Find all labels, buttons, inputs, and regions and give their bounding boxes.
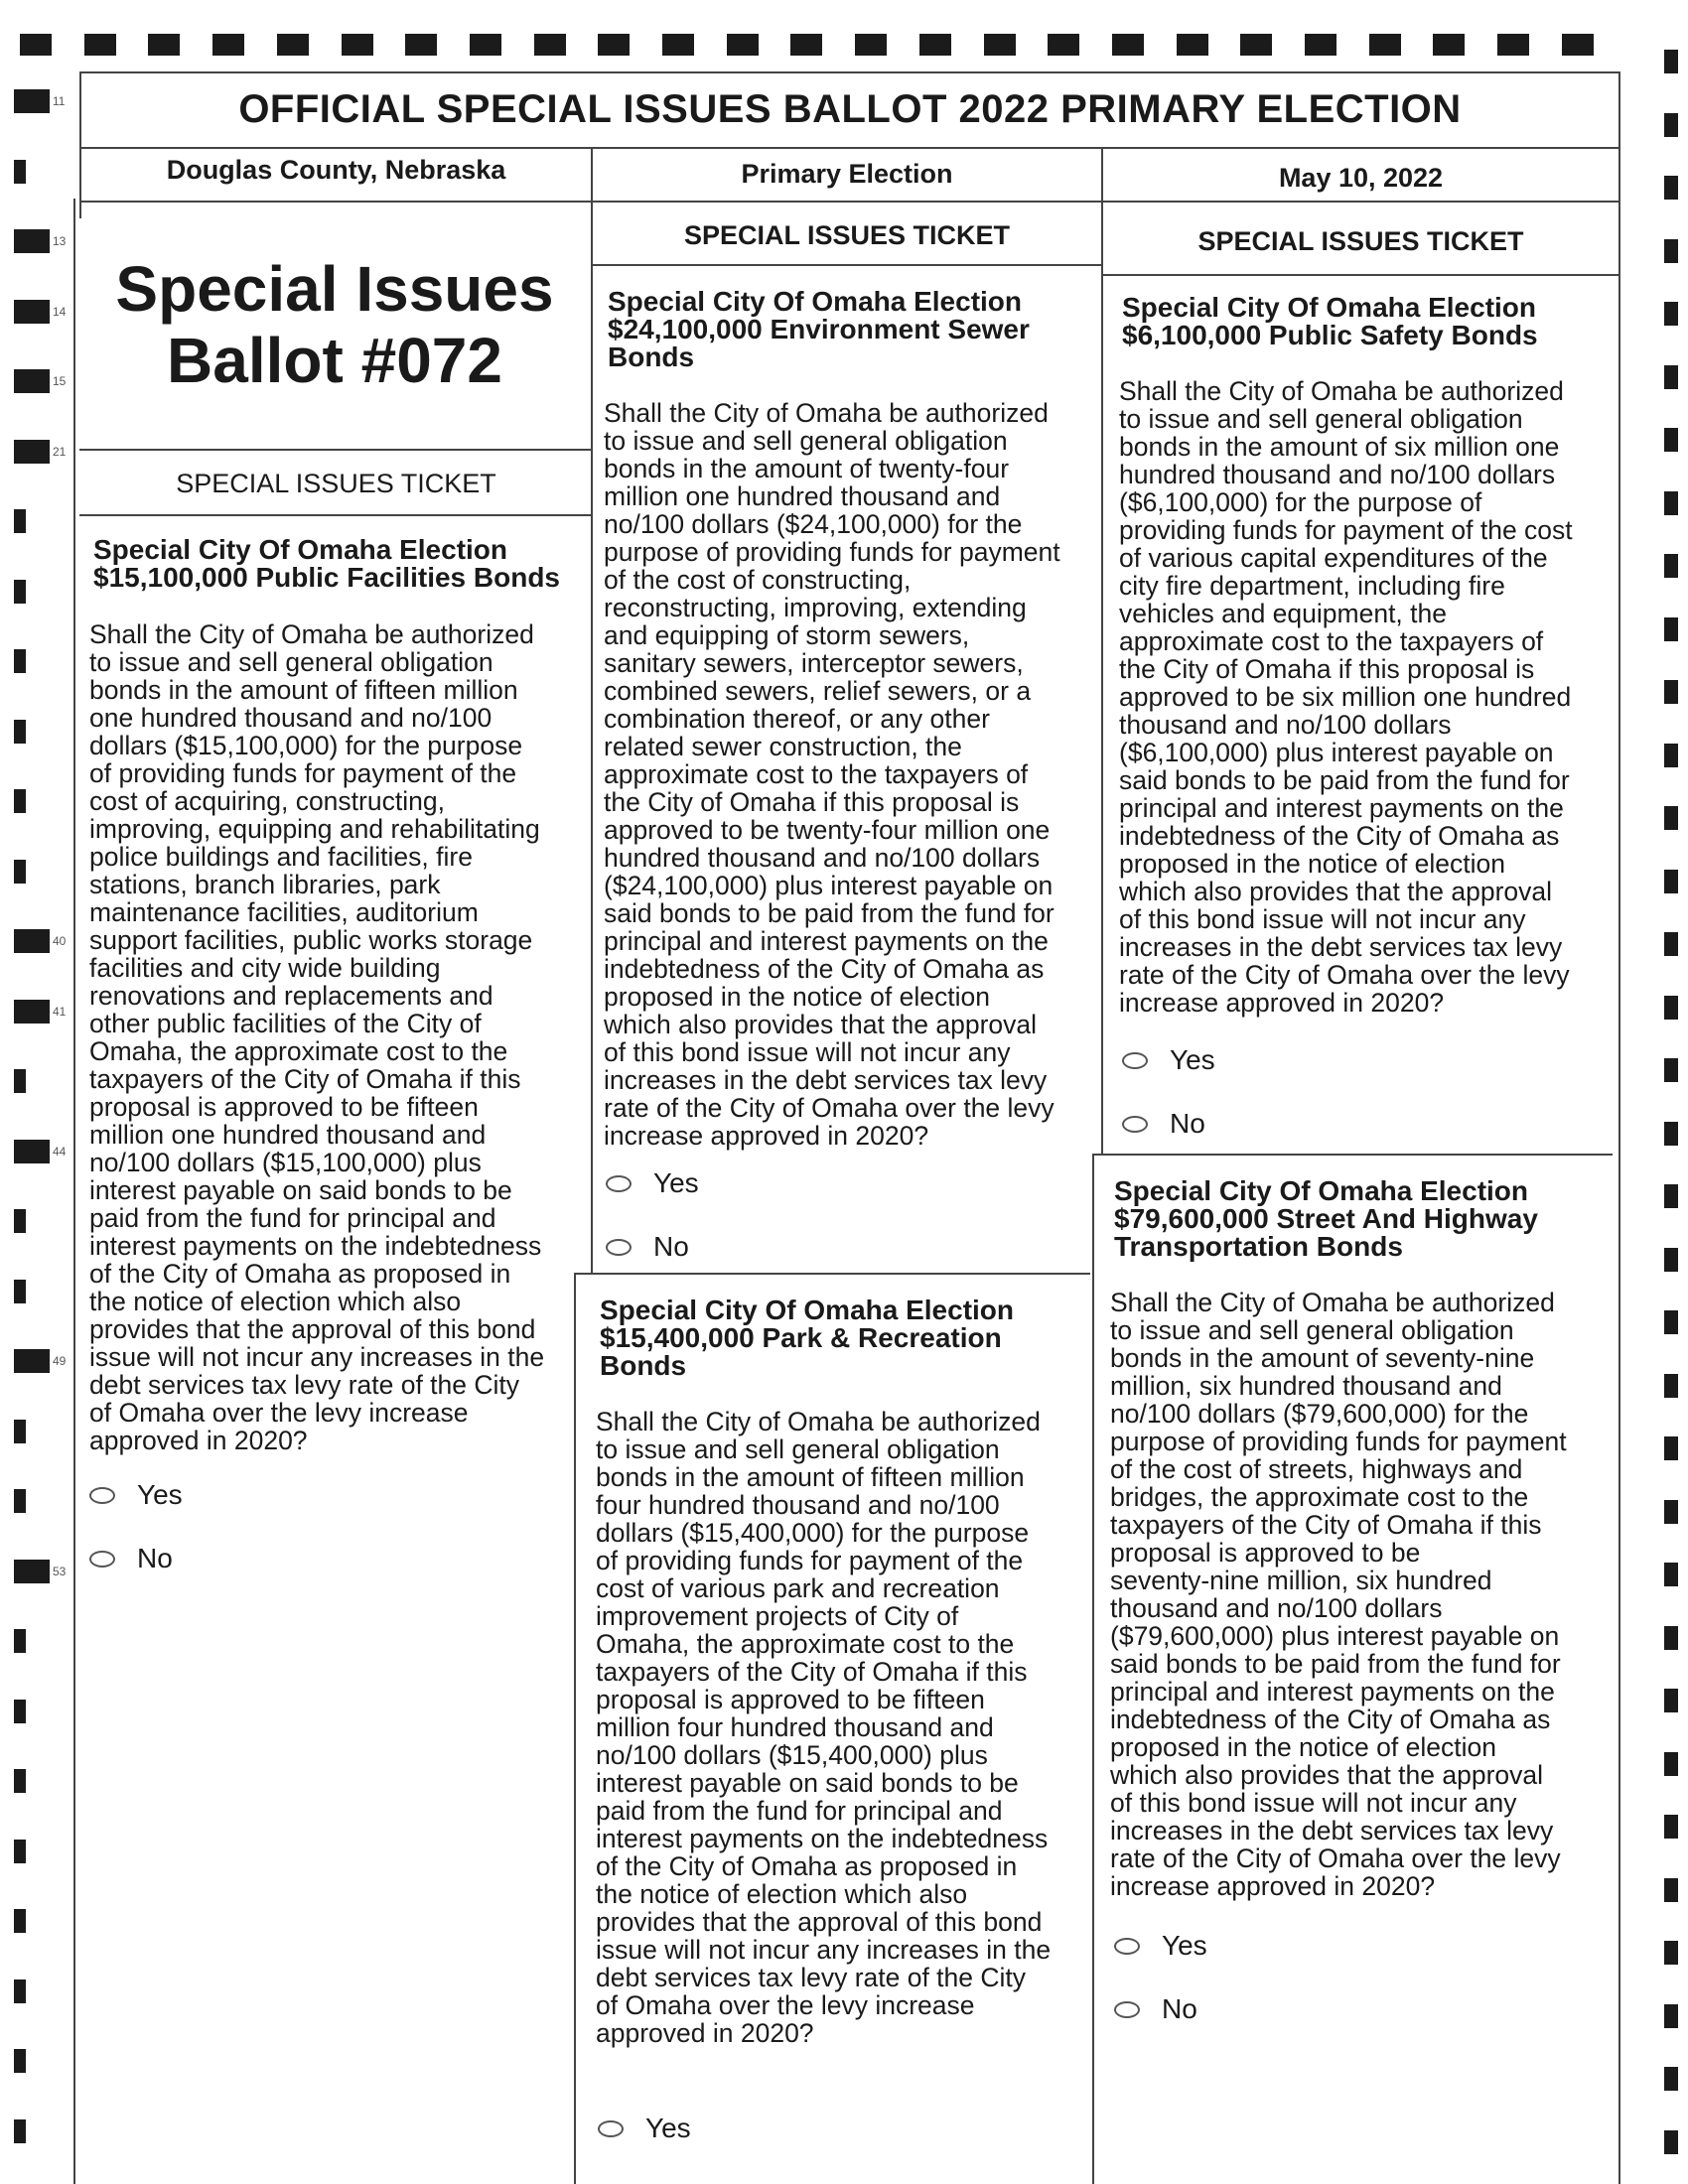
timing-mark [1664,113,1678,137]
timing-mark [1497,34,1529,56]
timing-mark [14,2049,26,2073]
race-title-public-safety: Special City Of Omaha Election $6,100,000 Public Safety Bonds [1122,292,1538,350]
timing-mark [14,1140,50,1163]
timing-mark [14,580,26,604]
timing-mark [1664,1058,1678,1082]
timing-mark [1664,2130,1678,2154]
timing-mark [727,34,759,56]
timing-mark [14,509,26,533]
timing-mark [14,1000,50,1024]
timing-mark [14,160,26,184]
col-divider-2-lower [1092,1154,1094,2184]
timing-mark [212,34,244,56]
timing-mark [14,1769,26,1793]
timing-mark [1664,1500,1678,1524]
yes-option-street-highway[interactable]: Yes [1114,1930,1207,1962]
timing-mark [919,34,951,56]
timing-mark [14,1700,26,1723]
race-text-public-facilities: Shall the City of Omaha be authorized to issue and sell general obligation bonds in the amount of fifteen million one hundred thousand and no/100 dollars ($15,100,000) for the purpose of providing funds for payment of the cost of acquiring, constructing, improving, equipping and rehabilitating police buildings and facilities, fire stations, branch libraries, park maintenance facilities, auditorium support facilities, public works storage facilities and city wide building renovations and replacements and other public facilities of the City of Omaha, the approximate cost to the taxpayers of the City of Omaha if this proposal is approved to be fifteen million one hundred thousand and no/100 dollars ($15,100,000) plus interest payable on said bonds to be paid from the fund for principal and interest payments on the indebtedness of the City of Omaha as proposed in the notice of election which also provides that the approval of this bond issue will not incur any increases in the debt services tax levy rate of the City of Omaha over the levy increase approved in 2020? [89,619,545,1455]
timing-mark [1664,365,1678,389]
timing-mark [855,34,887,56]
timing-mark [84,34,116,56]
timing-mark [277,34,309,56]
timing-mark [1177,34,1208,56]
timing-mark [1664,1248,1678,1272]
race-title-park-recreation: Special City Of Omaha Election $15,400,000 Park & Recreation Bonds [600,1295,1015,1381]
race-text-street-highway: Shall the City of Omaha be authorized to issue and sell general obligation bonds in the amount of seventy-nine million, six hundred thousand and no/100 dollars ($79,600,000) for the purpose of providing funds for payment of the cost of streets, highways and bridges, the approximate cost to the taxpayers of the City of Omaha if this proposal is approved to be seventy-nine million, six hundred thousand and no/100 dollars ($79,600,000) plus interest payable on said bonds to be paid from the fund for principal and interest payments on the indebtedness of the City of Omaha as proposed in the notice of election which also provides that the approval of this bond issue will not incur any increases in the debt services tax levy rate of the City of Omaha over the levy increase approved in 2020? [1110,1288,1567,1901]
timing-mark [14,440,50,464]
yes-option-environment-sewer[interactable]: Yes [606,1167,699,1199]
ballot-number-line1: Special Issues [115,253,554,325]
timing-mark [20,34,52,56]
timing-mark [1664,1374,1678,1398]
oval-icon[interactable] [1114,1938,1140,1955]
timing-mark [1664,617,1678,641]
timing-mark [598,34,630,56]
timing-mark [470,34,501,56]
left-column-border [73,199,75,2184]
timing-mark [1369,34,1401,56]
timing-mark [1664,428,1678,452]
timing-mark [1664,1941,1678,1965]
timing-mark [1562,34,1594,56]
timing-mark [14,1629,26,1653]
ballot-number [81,253,588,396]
right-ticket-bottom-rule [1101,274,1620,276]
timing-mark [342,34,373,56]
timing-mark [1048,34,1079,56]
timing-mark-number: 53 [53,1564,67,1578]
timing-mark [405,34,437,56]
timing-mark-number: 13 [53,234,67,248]
timing-mark [1664,1184,1678,1208]
oval-icon[interactable] [606,1239,632,1256]
left-ticket-top-rule [79,449,591,451]
no-option-environment-sewer[interactable]: No [606,1231,689,1263]
timing-mark [14,1420,26,1443]
timing-mark [1664,1122,1678,1146]
no-option-public-safety[interactable]: No [1122,1108,1205,1140]
no-option-street-highway[interactable]: No [1114,1993,1197,2025]
timing-mark [14,1489,26,1513]
title-bottom-rule [79,147,1620,149]
timing-mark [1664,870,1678,893]
timing-mark [14,369,50,393]
timing-mark [662,34,694,56]
yes-option-public-safety[interactable]: Yes [1122,1044,1215,1076]
race-text-park-recreation: Shall the City of Omaha be authorized to issue and sell general obligation bonds in the amount of fifteen million four hundred thousand and no/100 dollars ($15,400,000) for the purpose of providing funds for payment of the cost of various park and recreation improvement projects of City of Omaha, the approximate cost to the taxpayers of the City of Omaha if this proposal is approved to be fifteen million four hundred thousand and no/100 dollars ($15,400,000) plus interest payable on said bonds to be paid from the fund for principal and interest payments on the indebtedness of the City of Omaha as proposed in the notice of election which also provides that the approval of this bond issue will not incur any increases in the debt services tax levy rate of the City of Omaha over the levy increase approved in 2020? [596,1407,1052,2048]
timing-mark [1664,302,1678,326]
timing-mark [1664,491,1678,515]
oval-icon[interactable] [1122,1052,1148,1069]
timing-mark [1664,1563,1678,1586]
timing-mark [1664,1310,1678,1334]
timing-mark [534,34,566,56]
timing-mark-number: 21 [53,444,67,459]
left-ticket-label: SPECIAL ISSUES TICKET [176,469,496,498]
timing-mark [1664,932,1678,956]
yes-option-park-recreation[interactable]: Yes [598,2113,691,2144]
timing-mark [14,649,26,673]
timing-mark [1664,1878,1678,1902]
left-ticket-bottom-rule [79,514,591,516]
timing-mark [984,34,1016,56]
title-top-rule [79,71,1620,73]
ballot-number-line2: Ballot #072 [167,325,502,396]
timing-mark [1433,34,1465,56]
timing-mark [14,1979,26,2003]
timing-mark [1664,1815,1678,1839]
timing-mark [14,1840,26,1863]
timing-mark [790,34,822,56]
timing-mark [14,1560,50,1583]
timing-mark [14,2119,26,2143]
timing-mark-number: 15 [53,374,67,388]
timing-mark-number: 44 [53,1144,67,1159]
timing-mark [1664,239,1678,263]
header-bottom-rule [79,201,1620,203]
timing-mark [1664,2004,1678,2028]
timing-mark [1664,996,1678,1020]
race-text-public-safety: Shall the City of Omaha be authorized to issue and sell general obligation bonds in the amount of six million one hundred thousand and no/100 dollars ($6,100,000) for the purpose of providing funds for payment of the cost of various capital expenditures of the city fire department, including fire vehicles and equipment, the approximate cost to the taxpayers of the City of Omaha if this proposal is approved to be six million one hundred thousand and no/100 dollars ($6,100,000) plus interest payable on said bonds to be paid from the fund for principal and interest payments on the indebtedness of the City of Omaha as proposed in the notice of election which also provides that the approval of this bond issue will not incur any increases in the debt services tax levy rate of the City of Omaha over the levy increase approved in 2020? [1119,376,1573,1018]
yes-option-public-facilities[interactable]: Yes [89,1479,183,1511]
timing-mark-number: 14 [53,304,67,319]
oval-icon[interactable] [606,1175,632,1192]
oval-icon[interactable] [1114,2001,1140,2018]
timing-mark-number: 40 [53,934,67,948]
oval-icon[interactable] [1122,1116,1148,1133]
timing-mark [1664,50,1678,73]
oval-icon[interactable] [89,1551,115,1568]
race-text-environment-sewer: Shall the City of Omaha be authorized to issue and sell general obligation bonds in the amount of twenty-four million one hundred thousand and no/100 dollars ($24,100,000) for the purpose of providing funds for payment of the cost of constructing, reconstructing, improving, extending and equipping of storm sewers, sanitary sewers, interceptor sewers, combined sewers, relief sewers, or a combination thereof, or any other related sewer construction, the approximate cost to the taxpayers of the City of Omaha if this proposal is approved to be twenty-four million one hundred thousand and no/100 dollars ($24,100,000) plus interest payable on said bonds to be paid from the fund for principal and interest payments on the indebtedness of the City of Omaha as proposed in the notice of election which also provides that the approval of this bond issue will not incur any increases in the debt services tax levy rate of the City of Omaha over the levy increase approved in 2020? [604,398,1060,1151]
timing-mark [14,1069,26,1093]
timing-mark [14,929,50,953]
timing-mark [14,1909,26,1933]
county-label: Douglas County, Nebraska [166,155,506,185]
oval-icon[interactable] [89,1487,115,1504]
timing-mark-number: 41 [53,1004,67,1019]
timing-mark [1664,1436,1678,1460]
middle-ticket-label: SPECIAL ISSUES TICKET [683,220,1011,250]
col-divider-2-upper [1101,147,1103,1154]
timing-mark [1664,1752,1678,1776]
col-divider-1-lower [574,1273,576,2184]
timing-mark [1305,34,1336,56]
timing-mark-number: 11 [53,94,66,108]
timing-mark [14,1280,26,1303]
right-ticket-label: SPECIAL ISSUES TICKET [1197,226,1524,256]
middle-ticket-bottom-rule [591,264,1101,266]
timing-mark [1664,1689,1678,1712]
oval-icon[interactable] [598,2120,624,2137]
timing-mark [1664,806,1678,830]
timing-mark [1240,34,1272,56]
no-option-public-facilities[interactable]: No [89,1543,173,1574]
race-title-public-facilities: Special City Of Omaha Election $15,100,000 Public Facilities Bonds [93,534,560,593]
timing-mark [1664,680,1678,704]
outer-right-border [1618,71,1620,2184]
timing-mark [14,720,26,744]
race-title-street-highway: Special City Of Omaha Election $79,600,000 Street And Highway Transportation Bonds [1114,1175,1538,1262]
timing-mark [14,229,50,253]
timing-mark [1664,1626,1678,1650]
ballot-title: OFFICIAL SPECIAL ISSUES BALLOT 2022 PRIMARY ELECTION [238,87,1462,131]
right-race-divider [1092,1154,1613,1156]
middle-race-divider [574,1273,1090,1275]
timing-mark [1112,34,1144,56]
timing-mark [14,1209,26,1233]
timing-mark [14,300,50,324]
timing-mark [14,789,26,813]
timing-mark [14,860,26,884]
timing-mark [1664,554,1678,578]
election-date: May 10, 2022 [1278,163,1444,193]
col-divider-1-upper [591,147,593,1273]
timing-mark [1664,176,1678,200]
timing-mark [14,89,50,113]
timing-mark-number: 49 [53,1354,67,1368]
timing-mark [1664,2067,1678,2091]
race-title-environment-sewer: Special City Of Omaha Election $24,100,000 Environment Sewer Bonds [608,286,1030,372]
election-label: Primary Election [741,159,953,189]
timing-mark [148,34,180,56]
timing-mark [1664,744,1678,767]
timing-mark [14,1349,50,1373]
